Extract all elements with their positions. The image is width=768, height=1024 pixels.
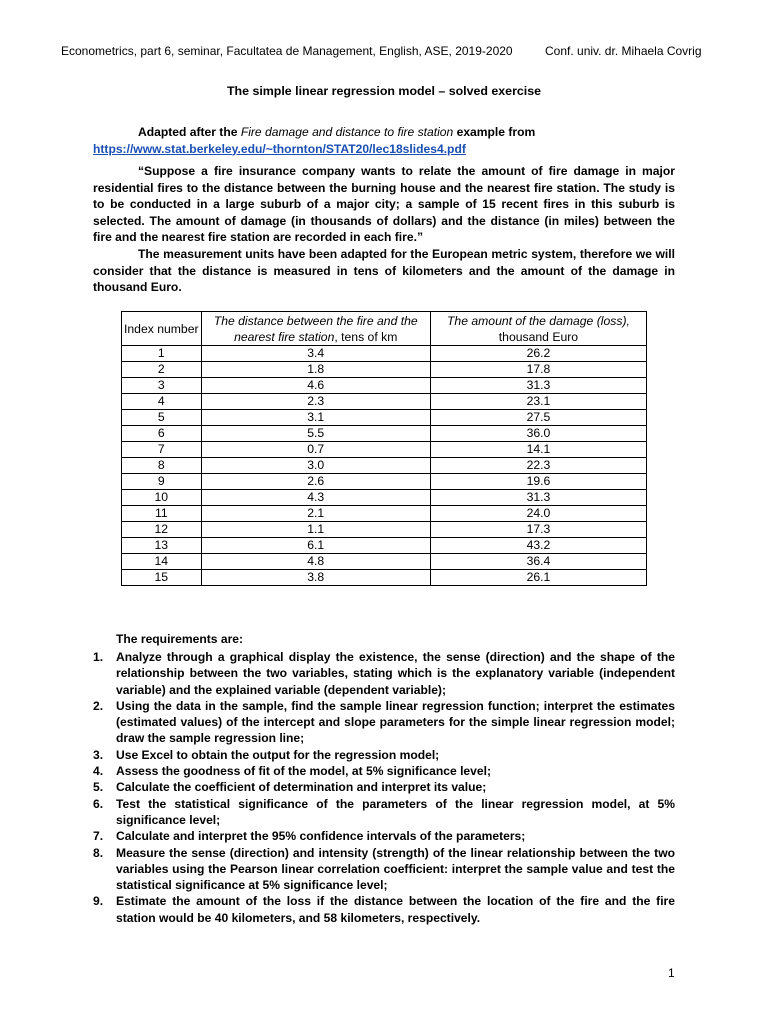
requirement-number: 9. — [93, 894, 104, 909]
requirement-number: 6. — [93, 796, 104, 811]
table-row — [122, 442, 647, 458]
requirements-list — [0, 649, 675, 926]
requirement-text: Calculate and interpret the 95% confidence intervals of the parameters; — [116, 829, 526, 844]
table-row — [122, 474, 647, 490]
table-row — [122, 362, 647, 378]
requirement-item — [0, 796, 675, 829]
requirements-heading: The requirements are: — [116, 632, 244, 646]
damage-cell: 26.1 — [430, 570, 646, 586]
units-paragraph: The measurement units have been adapted for the European metric system, therefore we will consider that the distance is measured in tens of kilometers and the amount of the damage in thousand Euro. — [93, 247, 675, 294]
index-cell: 1 — [122, 346, 202, 362]
requirement-text: Calculate the coefficient of determination and interpret its value; — [116, 780, 487, 795]
page-title: The simple linear regression model – solved exercise — [226, 84, 542, 98]
damage-cell: 17.3 — [430, 522, 646, 538]
damage-cell: 23.1 — [430, 394, 646, 410]
damage-cell: 36.0 — [430, 426, 646, 442]
damage-cell: 14.1 — [430, 442, 646, 458]
requirement-text: Use Excel to obtain the output for the regression model; — [116, 747, 440, 762]
distance-cell: 1.1 — [201, 522, 430, 538]
index-cell: 10 — [122, 490, 202, 506]
intro-paragraph — [93, 124, 675, 157]
requirement-item — [0, 698, 675, 747]
index-cell: 12 — [122, 522, 202, 538]
index-cell: 5 — [122, 410, 202, 426]
index-cell: 4 — [122, 394, 202, 410]
intro-after: example from — [453, 125, 536, 139]
damage-cell: 24.0 — [430, 506, 646, 522]
table-row — [122, 458, 647, 474]
table-row — [122, 410, 647, 426]
distance-cell: 2.3 — [201, 394, 430, 410]
damage-cell: 19.6 — [430, 474, 646, 490]
index-cell: 2 — [122, 362, 202, 378]
distance-cell: 3.0 — [201, 458, 430, 474]
distance-cell: 4.3 — [201, 490, 430, 506]
damage-cell: 26.2 — [430, 346, 646, 362]
requirement-number: 5. — [93, 780, 104, 795]
requirement-text: Assess the goodness of fit of the model, at 5% significance level; — [116, 764, 491, 779]
index-cell: 8 — [122, 458, 202, 474]
index-cell: 11 — [122, 506, 202, 522]
requirement-item — [0, 649, 675, 698]
requirement-item — [0, 828, 675, 844]
damage-cell: 22.3 — [430, 458, 646, 474]
requirement-item — [0, 747, 675, 763]
table-row — [122, 346, 647, 362]
requirement-text: Estimate the amount of the loss if the distance between the location of the fire and the fire station would be 40 kilometers, and 58 kilometers, respectively. — [116, 894, 675, 925]
requirement-number: 3. — [93, 747, 104, 762]
index-cell: 15 — [122, 570, 202, 586]
damage-cell: 17.8 — [430, 362, 646, 378]
damage-cell: 27.5 — [430, 410, 646, 426]
distance-cell: 5.5 — [201, 426, 430, 442]
requirement-number: 7. — [93, 829, 104, 844]
distance-cell: 2.1 — [201, 506, 430, 522]
requirement-text: Test the statistical significance of the parameters of the linear regression model, at 5% significance level; — [116, 796, 675, 827]
source-link[interactable]: https://www.stat.berkeley.edu/~thornton/STAT20/lec18slides4.pdf — [93, 141, 466, 156]
index-cell: 14 — [122, 554, 202, 570]
requirement-text: Measure the sense (direction) and intensity (strength) of the linear relationship between the two variables using the Pearson linear correlation coefficient: interpret the sample value and test the statistical significance at 5% significance level; — [116, 845, 675, 893]
table-row — [122, 490, 647, 506]
header-distance: The distance between the fire and the nearest fire station, tens of km — [201, 312, 430, 346]
distance-cell: 3.8 — [201, 570, 430, 586]
requirement-text: Analyze through a graphical display the existence, the sense (direction) and the shape of the relationship between the two variables, stating which is the explanatory variable (independent variable) and the explained variable (dependent variable); — [116, 650, 675, 697]
requirement-item — [0, 845, 675, 894]
requirement-number: 2. — [93, 698, 104, 713]
data-table — [121, 311, 647, 586]
requirement-number: 8. — [93, 845, 104, 860]
index-cell: 13 — [122, 538, 202, 554]
distance-cell: 4.8 — [201, 554, 430, 570]
intro-example-title: Fire damage and distance to fire station — [240, 125, 454, 139]
index-cell: 6 — [122, 426, 202, 442]
header-index: Index number — [122, 312, 202, 346]
index-cell: 9 — [122, 474, 202, 490]
distance-cell: 0.7 — [201, 442, 430, 458]
table-header-row — [122, 312, 647, 346]
distance-cell: 4.6 — [201, 378, 430, 394]
damage-cell: 36.4 — [430, 554, 646, 570]
damage-cell: 31.3 — [430, 378, 646, 394]
distance-cell: 2.6 — [201, 474, 430, 490]
requirement-item — [0, 779, 675, 795]
requirement-text: Using the data in the sample, find the sample linear regression function; interpret the estimates (estimated values) of the intercept and slope parameters for the simple linear regression model; draw the sample regression line; — [116, 698, 675, 746]
index-cell: 7 — [122, 442, 202, 458]
table-row — [122, 522, 647, 538]
distance-cell: 3.4 — [201, 346, 430, 362]
table-row — [122, 570, 647, 586]
table-row — [122, 538, 647, 554]
distance-cell: 3.1 — [201, 410, 430, 426]
requirement-item — [0, 893, 675, 926]
distance-cell: 6.1 — [201, 538, 430, 554]
header-course: Econometrics, part 6, seminar, Facultatea de Management, English, ASE, 2019-2020 — [61, 44, 513, 58]
table-row — [122, 394, 647, 410]
table-row — [122, 426, 647, 442]
quote-paragraph: “Suppose a fire insurance company wants to relate the amount of fire damage in major residential fires to the distance between the burning house and the nearest fire station. The study is to be conducted in a large suburb of a major city; a sample of 15 recent fires in this suburb is selected. The amount of damage (in thousands of dollars) and the distance (in miles) between the fire and the nearest fire station are recorded in each fire.” — [93, 164, 675, 244]
damage-cell: 31.3 — [430, 490, 646, 506]
header-author: Conf. univ. dr. Mihaela Covrig — [545, 44, 702, 58]
table-row — [122, 554, 647, 570]
requirement-number: 1. — [93, 650, 104, 664]
requirement-item — [0, 763, 675, 779]
page-number: 1 — [668, 966, 675, 980]
index-cell: 3 — [122, 378, 202, 394]
damage-cell: 43.2 — [430, 538, 646, 554]
distance-cell: 1.8 — [201, 362, 430, 378]
intro-before: Adapted after the — [138, 125, 241, 139]
header-damage: The amount of the damage (loss), thousand Euro — [430, 312, 646, 346]
table-body — [122, 346, 647, 586]
table-row — [122, 378, 647, 394]
requirement-number: 4. — [93, 764, 104, 779]
table-row — [122, 506, 647, 522]
intro-line — [93, 124, 675, 141]
